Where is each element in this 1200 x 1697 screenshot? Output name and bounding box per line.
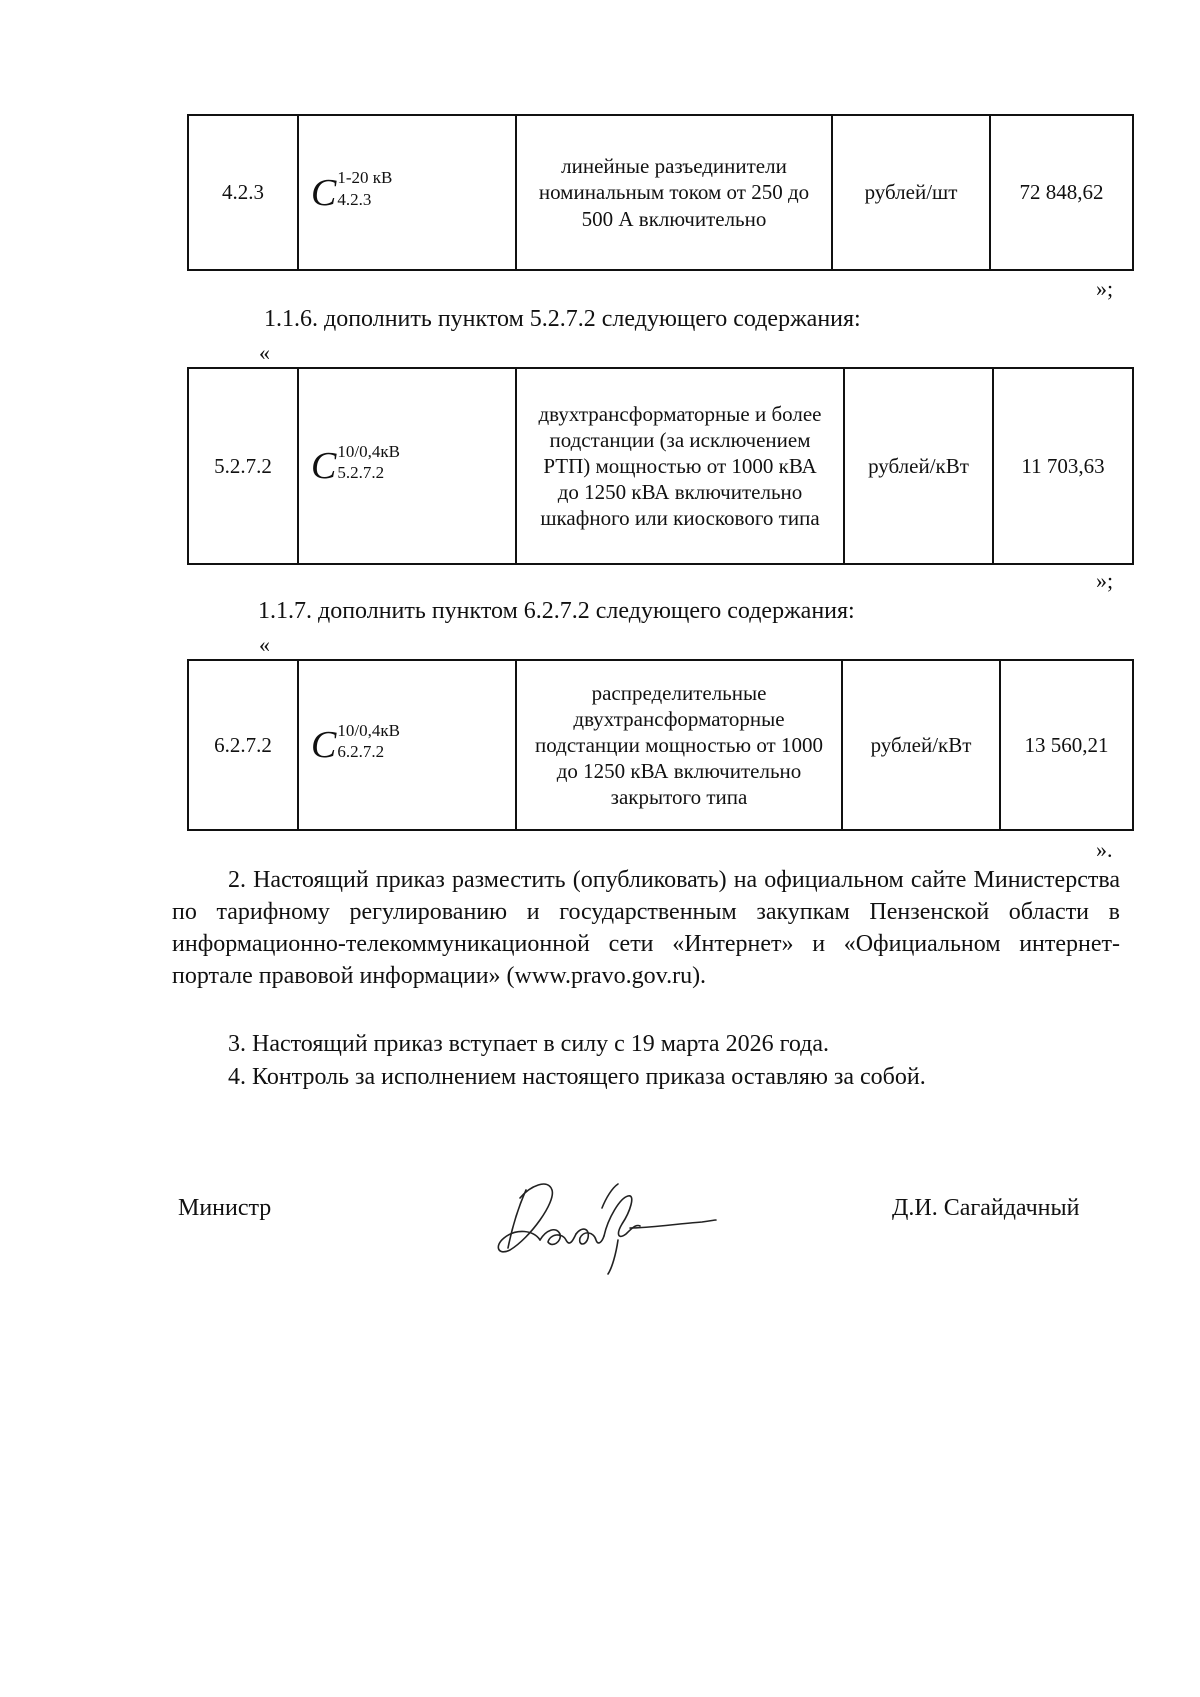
symbol-subscript: 6.2.7.2: [337, 742, 385, 761]
symbol-superscript: 10/0,4кВ: [337, 441, 400, 461]
rate-value: 11 703,63: [993, 368, 1133, 564]
table-row: [188, 660, 1133, 830]
signatory-position: Министр: [178, 1195, 272, 1221]
amendment-item-1-1-6: 1.1.6. дополнить пунктом 5.2.7.2 следующего содержания:: [264, 306, 861, 332]
symbol-base: C: [311, 445, 337, 487]
item-code: 4.2.3: [188, 115, 298, 270]
opening-quote: «: [259, 632, 270, 657]
paragraph-2: [172, 864, 1120, 992]
opening-quote: «: [259, 340, 270, 365]
signatory-name: Д.И. Сагайдачный: [892, 1195, 1080, 1221]
item-code: 6.2.7.2: [188, 660, 298, 830]
rate-value: 13 560,21: [1000, 660, 1133, 830]
tariff-table-5-2-7-2: [187, 367, 1134, 565]
closing-quote: ».: [1096, 837, 1113, 862]
rate-value: 72 848,62: [990, 115, 1133, 270]
tariff-table-4-2-3: [187, 114, 1134, 271]
closing-quote: »;: [1096, 568, 1114, 593]
paragraph-text: 4. Контроль за исполнением настоящего приказа оставляю за собой.: [228, 1064, 926, 1090]
tariff-table-6-2-7-2: [187, 659, 1134, 831]
item-description: распределительные двухтрансформаторные подстанции мощностью от 1000 до 1250 кВА включительно закрытого типа: [516, 660, 842, 830]
unit: рублей/кВт: [844, 368, 993, 564]
unit: рублей/шт: [832, 115, 990, 270]
table-row: [188, 368, 1133, 564]
table-row: [188, 115, 1133, 270]
rate-symbol: [298, 368, 516, 564]
symbol-subscript: 5.2.7.2: [337, 463, 385, 482]
paragraph-3: [172, 1028, 1120, 1060]
closing-quote: »;: [1096, 276, 1114, 301]
rate-symbol: [298, 660, 516, 830]
amendment-item-1-1-7: 1.1.7. дополнить пунктом 6.2.7.2 следующего содержания:: [258, 598, 855, 624]
item-description: двухтрансформаторные и более подстанции (за исключением РТП) мощностью от 1000 кВА до 1250 кВА включительно шкафного или киоскового типа: [516, 368, 844, 564]
unit: рублей/кВт: [842, 660, 1000, 830]
symbol-superscript: 1-20 кВ: [337, 168, 393, 188]
symbol-superscript: 10/0,4кВ: [337, 720, 400, 740]
paragraph-4: [172, 1061, 1120, 1093]
item-code: 5.2.7.2: [188, 368, 298, 564]
paragraph-text: 2. Настоящий приказ разместить (опубликовать) на официальном сайте Министерства по тарифному регулированию и государственным закупкам Пензенской области в информационно-телекоммуникационной сети «Интернет» и «Официальном интернет-портале правовой информации» (www.pravo.gov.ru).: [172, 867, 1120, 989]
symbol-base: C: [311, 724, 337, 766]
item-description: линейные разъединители номинальным током от 250 до 500 А включительно: [516, 115, 832, 270]
handwritten-signature: [490, 1168, 720, 1278]
symbol-base: C: [311, 171, 337, 214]
paragraph-text: 3. Настоящий приказ вступает в силу с 19 марта 2026 года.: [228, 1031, 829, 1057]
rate-symbol: [298, 115, 516, 270]
symbol-subscript: 4.2.3: [337, 189, 372, 209]
